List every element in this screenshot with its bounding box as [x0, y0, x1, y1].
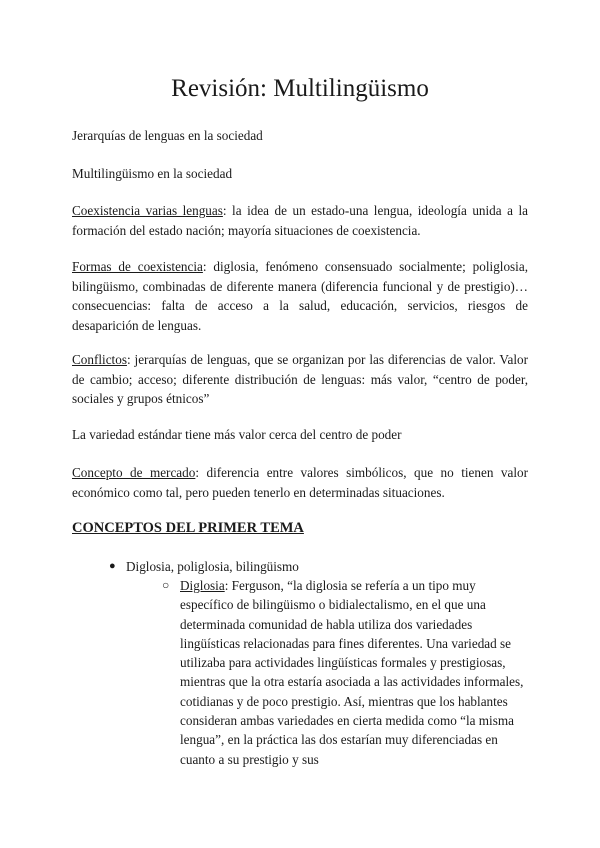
paragraph-concepto-mercado [72, 463, 528, 502]
paragraph-conflictos-text: : jerarquías de lenguas, que se organizan por las diferencias de valor. Valor de cambio; acceso; diferente distribución de lenguas: más valor, “centro de poder, sociales y grupos étnicos” [72, 352, 528, 406]
bullet-dot-icon: ● [109, 560, 116, 572]
term-coexistencia: Coexistencia varias lenguas [72, 203, 223, 218]
paragraph-coexistencia-text: : la idea de un estado-una lengua, ideología unida a la formación del estado nación; mayoría situaciones de coexistencia. [72, 203, 528, 238]
section-heading: CONCEPTOS DEL PRIMER TEMA [72, 520, 304, 536]
list-item-label: Diglosia, poliglosia, bilingüismo [126, 559, 299, 574]
paragraph-mercado-text: : diferencia entre valores simbólicos, que no tienen valor económico como tal, pero pueden tenerlo en determinadas situaciones. [72, 465, 529, 500]
term-formas-coexistencia: Formas de coexistencia [72, 259, 203, 274]
term-diglosia: Diglosia [180, 578, 225, 593]
sub-list-item [162, 576, 528, 769]
bullet-circle-icon: ○ [162, 578, 170, 592]
paragraph-jerarquias: Jerarquías de lenguas en la sociedad [72, 128, 263, 143]
paragraph-variedad-estandar: La variedad estándar tiene más valor cerca del centro de poder [72, 427, 402, 442]
list-item [109, 557, 299, 576]
term-concepto-mercado: Concepto de mercado [72, 465, 196, 480]
sub-list-item-text: : Ferguson, “la diglosia se refería a un tipo muy específico de bilingüismo o bidialectalismo, en el que una determinada comunidad de habla utiliza dos variedades lingüísticas relacionadas para fines diferentes. Una variedad se utilizaba para actividades lingüísticas formales y prestigiosas, mientras que la otra estaría asociada a las actividades informales, cotidianas y de poco prestigio. Así, mientras que los hablantes consideran ambas variedades en cierta medida como “la misma lengua”, en la práctica las dos estarían muy diferenciadas en cuanto a su prestigio y sus [180, 578, 524, 767]
page-title: Revisión: Multilingüismo [171, 75, 429, 102]
term-conflictos: Conflictos [72, 352, 127, 367]
paragraph-coexistencia [72, 201, 528, 240]
paragraph-formas-text: : diglosia, fenómeno consensuado socialmente; poliglosia, bilingüismo, combinadas de diferente manera (diferencia funcional y de prestigio)… consecuencias: falta de acceso a la salud, educación, servicios, riesgos de desaparición de lenguas. [72, 259, 528, 333]
paragraph-conflictos [72, 350, 528, 409]
paragraph-formas-coexistencia [72, 257, 528, 335]
paragraph-multilinguismo: Multilingüismo en la sociedad [72, 166, 233, 181]
